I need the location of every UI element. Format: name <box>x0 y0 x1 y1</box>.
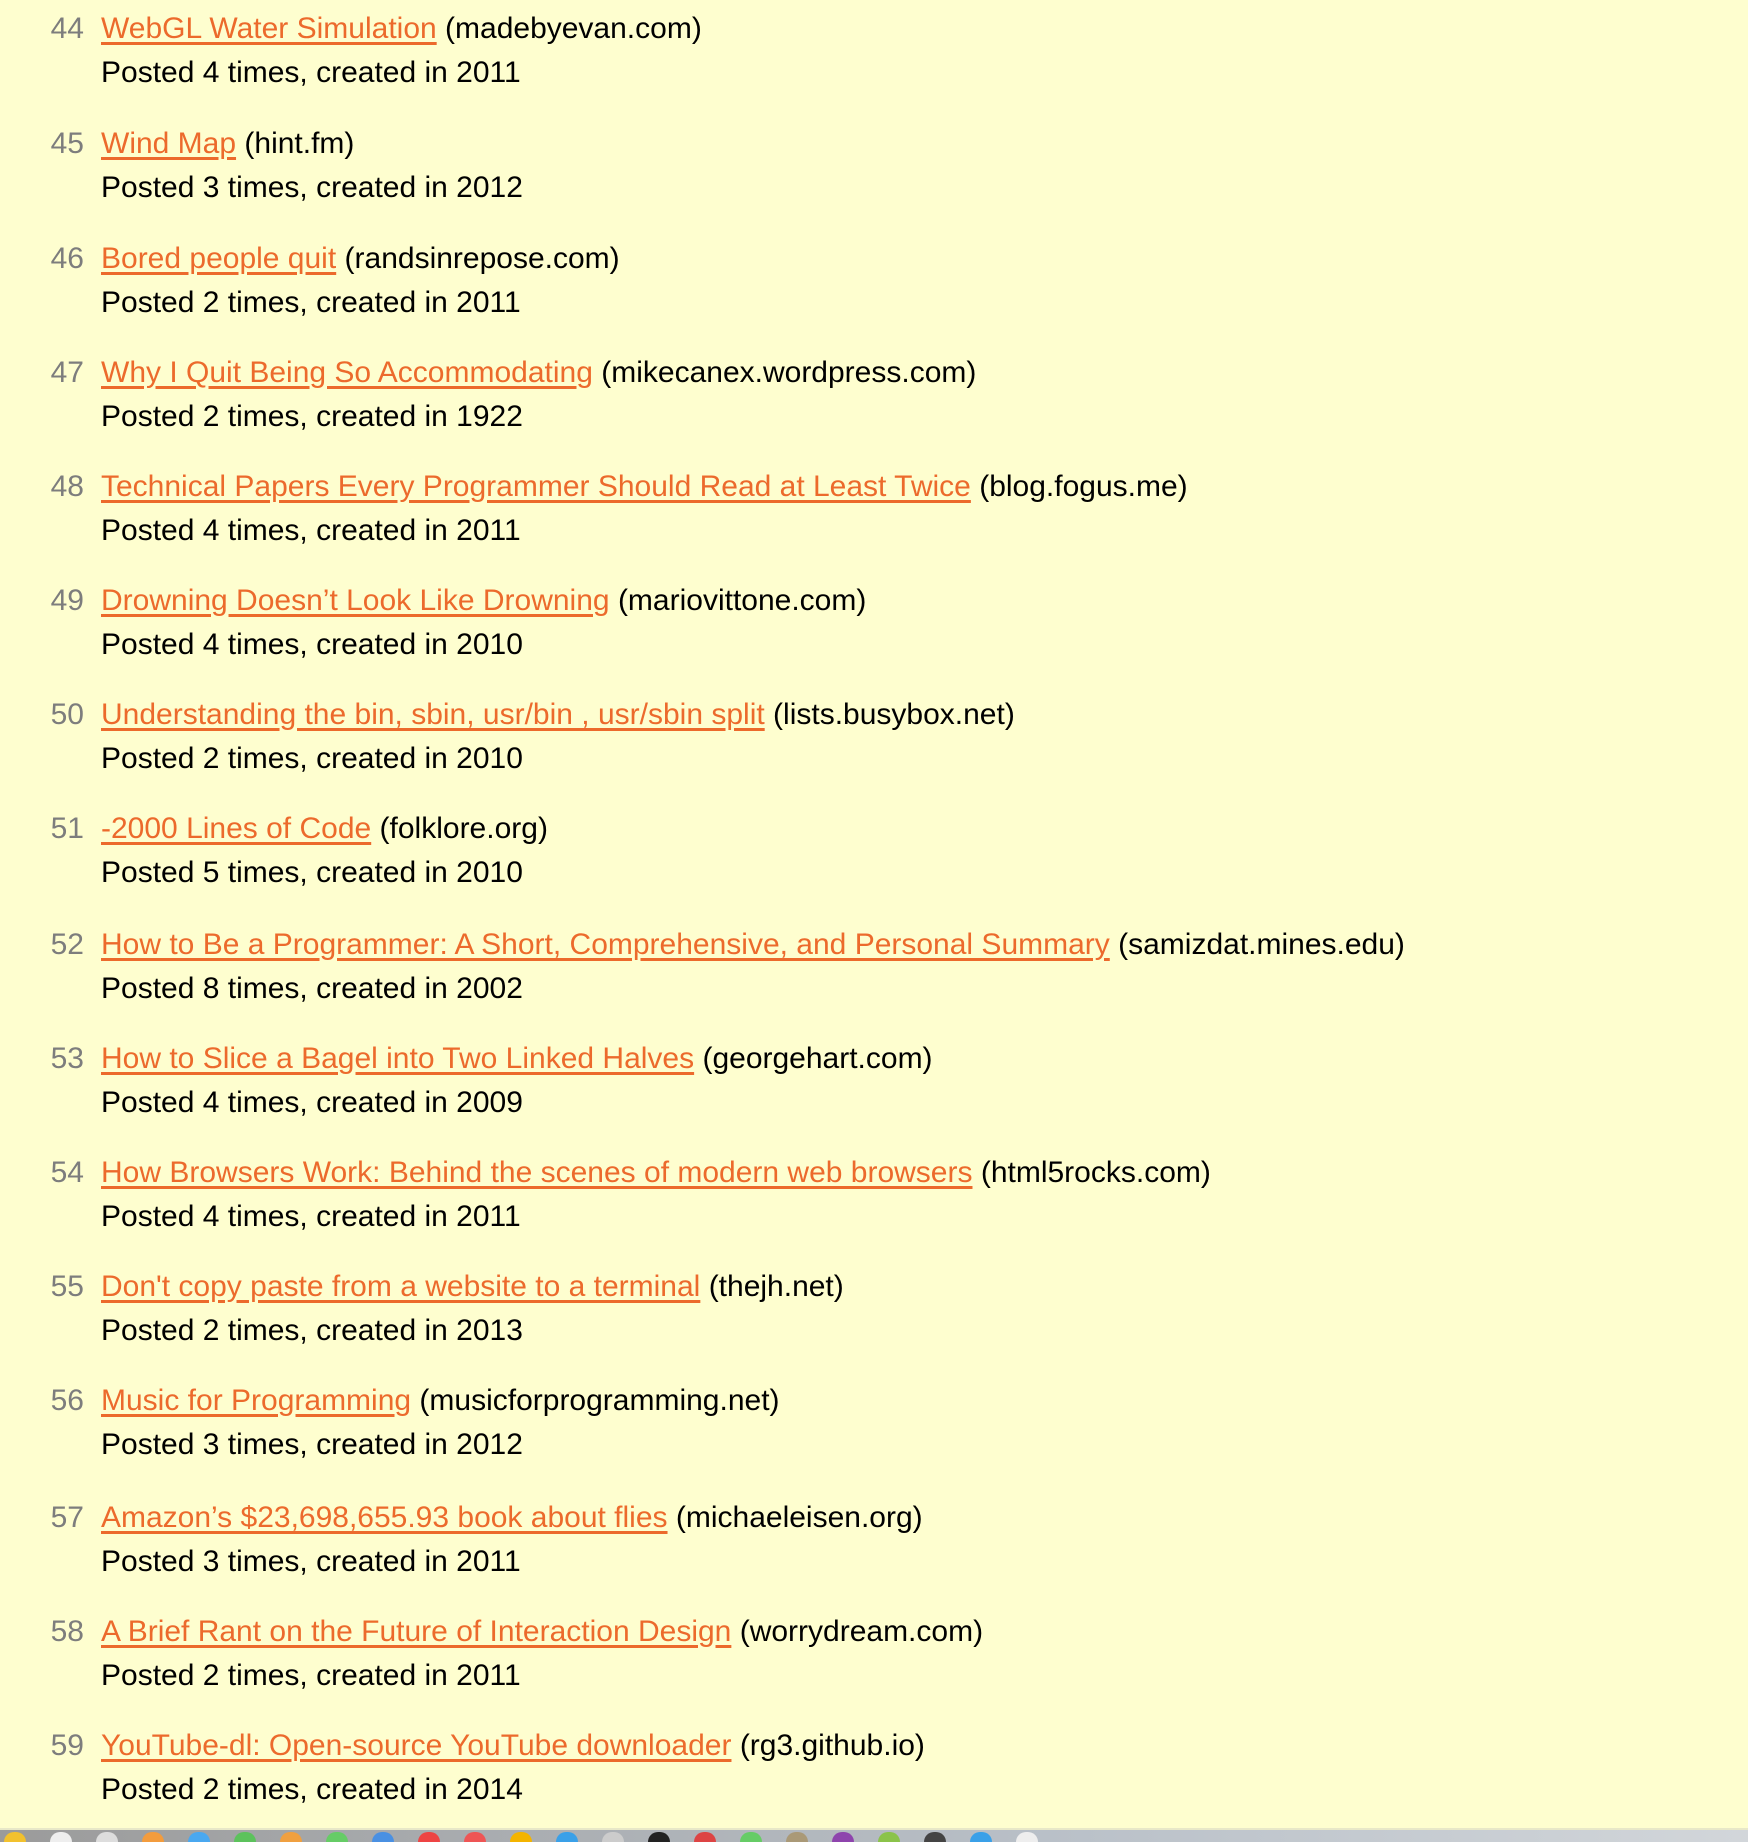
list-item <box>0 1264 1748 1378</box>
item-meta: Posted 2 times, created in 2013 <box>101 1314 523 1347</box>
item-meta: Posted 3 times, created in 2011 <box>101 1545 521 1578</box>
item-domain: (rg3.github.io) <box>739 1729 925 1762</box>
dock-app-icon[interactable] <box>556 1832 578 1842</box>
item-title-line <box>101 470 1188 504</box>
item-rank: 52 <box>50 928 84 961</box>
item-title-line <box>101 12 702 46</box>
list-item <box>0 1036 1748 1150</box>
dock-app-icon[interactable] <box>142 1832 164 1842</box>
item-title-link[interactable]: How to Be a Programmer: A Short, Comprehensive, and Personal Summary <box>101 928 1110 961</box>
list-item <box>0 806 1748 920</box>
list-item <box>0 236 1748 350</box>
dock-app-icon[interactable] <box>786 1832 808 1842</box>
dock-app-icon[interactable] <box>188 1832 210 1842</box>
item-title-link[interactable]: Bored people quit <box>101 242 337 275</box>
item-title-line <box>101 1270 844 1304</box>
item-title-link[interactable]: WebGL Water Simulation <box>101 12 437 45</box>
item-title-link[interactable]: Understanding the bin, sbin, usr/bin , usr/sbin split <box>101 698 765 731</box>
dock-app-icon[interactable] <box>602 1832 624 1842</box>
dock[interactable] <box>0 1828 1748 1842</box>
item-title-link[interactable]: How Browsers Work: Behind the scenes of modern web browsers <box>101 1156 973 1189</box>
dock-app-icon[interactable] <box>648 1832 670 1842</box>
item-meta: Posted 2 times, created in 2014 <box>101 1773 523 1806</box>
item-title-link[interactable]: A Brief Rant on the Future of Interaction Design <box>101 1615 732 1648</box>
dock-app-icon[interactable] <box>464 1832 486 1842</box>
list-item <box>0 578 1748 692</box>
item-domain: (georgehart.com) <box>702 1042 933 1075</box>
item-domain: (html5rocks.com) <box>980 1156 1211 1189</box>
item-meta: Posted 2 times, created in 2011 <box>101 286 521 319</box>
item-title-line <box>101 1615 983 1649</box>
list-item <box>0 121 1748 235</box>
dock-app-icon[interactable] <box>234 1832 256 1842</box>
list-item <box>0 464 1748 578</box>
item-title-link[interactable]: Drowning Doesn’t Look Like Drowning <box>101 584 610 617</box>
item-title-line <box>101 1156 1211 1190</box>
item-domain: (michaeleisen.org) <box>675 1501 923 1534</box>
item-meta: Posted 4 times, created in 2011 <box>101 56 521 89</box>
item-rank: 51 <box>50 812 84 845</box>
item-title-link[interactable]: Why I Quit Being So Accommodating <box>101 356 593 389</box>
list-item <box>0 6 1748 120</box>
item-rank: 54 <box>50 1156 84 1189</box>
item-rank: 53 <box>50 1042 84 1075</box>
item-title-line <box>101 356 976 390</box>
dock-app-icon[interactable] <box>50 1832 72 1842</box>
dock-app-icon[interactable] <box>418 1832 440 1842</box>
dock-app-icon[interactable] <box>4 1832 26 1842</box>
list-item <box>0 350 1748 464</box>
item-domain: (madebyevan.com) <box>445 12 702 45</box>
item-title-line <box>101 1729 925 1763</box>
item-title-line <box>101 812 548 846</box>
dock-app-icon[interactable] <box>326 1832 348 1842</box>
item-meta: Posted 2 times, created in 2011 <box>101 1659 521 1692</box>
item-title-link[interactable]: YouTube-dl: Open-source YouTube downloader <box>101 1729 732 1762</box>
list-item <box>0 1723 1748 1837</box>
item-meta: Posted 3 times, created in 2012 <box>101 1428 523 1461</box>
item-title-link[interactable]: Don't copy paste from a website to a terminal <box>101 1270 701 1303</box>
item-domain: (thejh.net) <box>708 1270 844 1303</box>
dock-app-icon[interactable] <box>372 1832 394 1842</box>
item-meta: Posted 4 times, created in 2011 <box>101 1200 521 1233</box>
item-title-line <box>101 584 866 618</box>
item-title-line <box>101 1384 780 1418</box>
item-meta: Posted 4 times, created in 2010 <box>101 628 523 661</box>
list-item <box>0 922 1748 1036</box>
item-title-line <box>101 1501 923 1535</box>
item-meta: Posted 2 times, created in 2010 <box>101 742 523 775</box>
item-meta: Posted 2 times, created in 1922 <box>101 400 523 433</box>
item-rank: 48 <box>50 470 84 503</box>
item-rank: 45 <box>50 127 84 160</box>
list-item <box>0 1378 1748 1492</box>
dock-app-icon[interactable] <box>924 1832 946 1842</box>
item-meta: Posted 4 times, created in 2011 <box>101 514 521 547</box>
item-domain: (folklore.org) <box>379 812 548 845</box>
item-title-line <box>101 698 1015 732</box>
item-rank: 55 <box>50 1270 84 1303</box>
list-item <box>0 692 1748 806</box>
item-title-line <box>101 1042 933 1076</box>
list-item <box>0 1609 1748 1723</box>
item-domain: (worrydream.com) <box>739 1615 984 1648</box>
list-item <box>0 1495 1748 1609</box>
dock-app-icon[interactable] <box>970 1832 992 1842</box>
item-title-line <box>101 242 620 276</box>
item-domain: (mariovittone.com) <box>617 584 867 617</box>
item-rank: 56 <box>50 1384 84 1417</box>
item-domain: (blog.fogus.me) <box>979 470 1188 503</box>
item-title-link[interactable]: How to Slice a Bagel into Two Linked Halves <box>101 1042 695 1075</box>
dock-app-icon[interactable] <box>694 1832 716 1842</box>
item-domain: (hint.fm) <box>244 127 355 160</box>
dock-app-icon[interactable] <box>280 1832 302 1842</box>
item-rank: 50 <box>50 698 84 731</box>
item-meta: Posted 8 times, created in 2002 <box>101 972 523 1005</box>
item-title-line <box>101 127 354 161</box>
list-item <box>0 1150 1748 1264</box>
dock-app-icon[interactable] <box>1016 1832 1038 1842</box>
dock-app-icon[interactable] <box>832 1832 854 1842</box>
item-domain: (mikecanex.wordpress.com) <box>601 356 977 389</box>
item-domain: (randsinrepose.com) <box>344 242 620 275</box>
dock-app-icon[interactable] <box>510 1832 532 1842</box>
item-rank: 49 <box>50 584 84 617</box>
item-title-link[interactable]: Music for Programming <box>101 1384 412 1417</box>
dock-app-icon[interactable] <box>878 1832 900 1842</box>
item-title-link[interactable]: Wind Map <box>101 127 237 160</box>
item-meta: Posted 4 times, created in 2009 <box>101 1086 523 1119</box>
item-rank: 46 <box>50 242 84 275</box>
item-domain: (musicforprogramming.net) <box>419 1384 780 1417</box>
item-rank: 44 <box>50 12 84 45</box>
item-title-link[interactable]: Technical Papers Every Programmer Should Read at Least Twice <box>101 470 971 503</box>
item-rank: 57 <box>50 1501 84 1534</box>
dock-app-icon[interactable] <box>740 1832 762 1842</box>
item-title-line <box>101 928 1405 962</box>
item-rank: 58 <box>50 1615 84 1648</box>
item-domain: (samizdat.mines.edu) <box>1118 928 1405 961</box>
item-title-link[interactable]: -2000 Lines of Code <box>101 812 372 845</box>
item-rank: 47 <box>50 356 84 389</box>
item-meta: Posted 3 times, created in 2012 <box>101 171 523 204</box>
item-rank: 59 <box>50 1729 84 1762</box>
item-domain: (lists.busybox.net) <box>773 698 1015 731</box>
dock-app-icon[interactable] <box>96 1832 118 1842</box>
item-meta: Posted 5 times, created in 2010 <box>101 856 523 889</box>
item-title-link[interactable]: Amazon’s $23,698,655.93 book about flies <box>101 1501 668 1534</box>
